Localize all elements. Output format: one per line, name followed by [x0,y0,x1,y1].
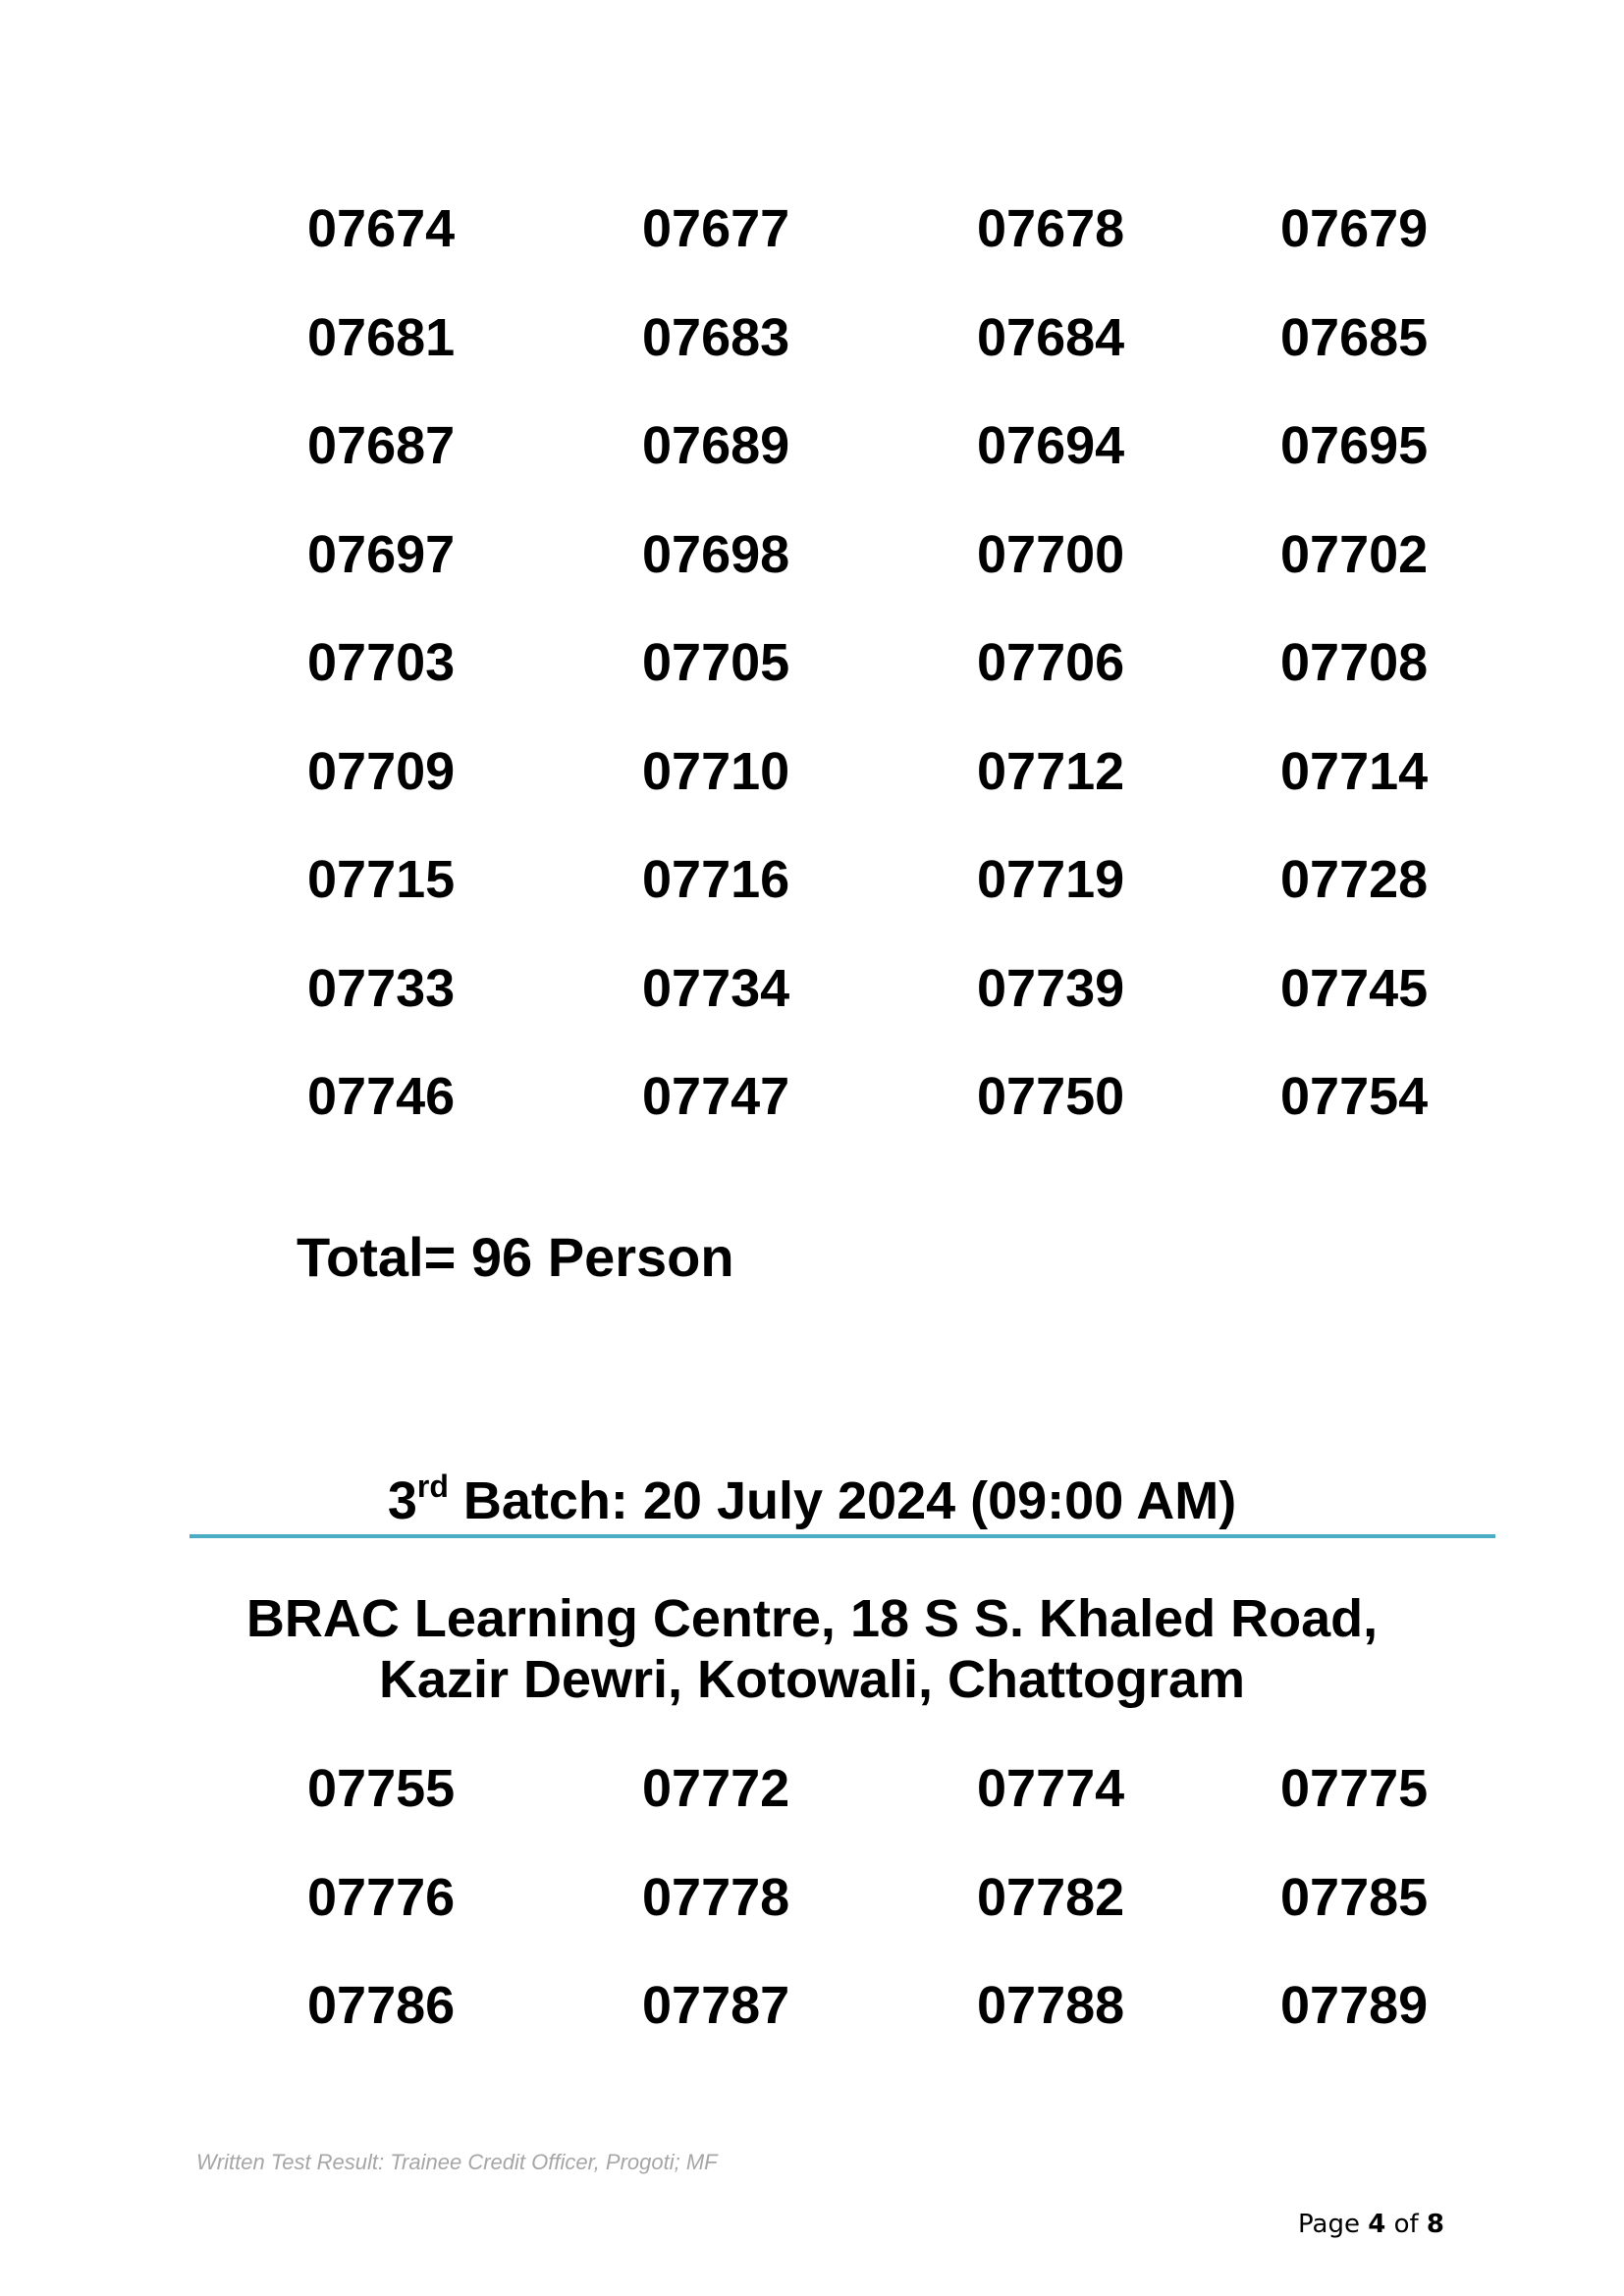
roll-number: 07747 [642,1067,790,1126]
batch-ordinal-number: 3 [387,1471,417,1530]
roll-number: 07734 [642,958,790,1018]
page-number [1298,2209,1444,2240]
roll-number: 07698 [642,524,790,584]
table-row [0,1868,1624,1977]
footer-note: Written Test Result: Trainee Credit Officer, Progoti; MF [196,2150,718,2174]
roll-number: 07706 [977,633,1125,692]
roll-number: 07679 [1280,199,1429,258]
roll-number: 07695 [1280,416,1429,475]
roll-number: 07684 [977,307,1125,367]
roll-number: 07685 [1280,307,1429,367]
roll-number: 07709 [307,741,456,801]
roll-number: 07719 [977,850,1125,909]
venue-address [0,1588,1624,1710]
roll-number: 07678 [977,199,1125,258]
roll-number: 07708 [1280,633,1429,692]
roll-number-grid-2 [0,1759,1624,2085]
table-row [0,959,1624,1068]
batch-heading [0,1470,1624,1531]
roll-number: 07733 [307,958,456,1018]
roll-number: 07775 [1280,1759,1429,1818]
roll-number: 07778 [642,1867,790,1927]
roll-number: 07677 [642,199,790,258]
table-row [0,525,1624,634]
roll-number: 07754 [1280,1067,1429,1126]
table-row [0,416,1624,525]
venue-line-1: BRAC Learning Centre, 18 S S. Khaled Road, [245,1589,1379,1648]
batch-divider [189,1534,1495,1538]
total-count: Total= 96 Person [297,1226,734,1288]
roll-number: 07782 [977,1867,1125,1927]
roll-number: 07700 [977,524,1125,584]
roll-number-grid-1 [0,199,1624,1176]
roll-number: 07788 [977,1976,1125,2035]
roll-number: 07745 [1280,958,1429,1018]
roll-number: 07716 [642,850,790,909]
table-row [0,1759,1624,1868]
roll-number: 07750 [977,1067,1125,1126]
table-row [0,199,1624,308]
table-row [0,1976,1624,2085]
roll-number: 07703 [307,633,456,692]
table-row [0,308,1624,417]
table-row [0,850,1624,959]
roll-number: 07687 [307,416,456,475]
roll-number: 07689 [642,416,790,475]
roll-number: 07789 [1280,1976,1429,2035]
roll-number: 07705 [642,633,790,692]
roll-number: 07787 [642,1976,790,2035]
roll-number: 07697 [307,524,456,584]
roll-number: 07674 [307,199,456,258]
table-row [0,1067,1624,1176]
roll-number: 07728 [1280,850,1429,909]
roll-number: 07746 [307,1067,456,1126]
roll-number: 07712 [977,741,1125,801]
roll-number: 07739 [977,958,1125,1018]
roll-number: 07755 [307,1759,456,1818]
roll-number: 07681 [307,307,456,367]
roll-number: 07714 [1280,741,1429,801]
roll-number: 07785 [1280,1867,1429,1927]
roll-number: 07715 [307,850,456,909]
page-prefix: Page [1298,2210,1369,2239]
roll-number: 07683 [642,307,790,367]
roll-number: 07694 [977,416,1125,475]
venue-line-2: Kazir Dewri, Kotowali, Chattogram [378,1650,1246,1709]
table-row [0,742,1624,851]
roll-number: 07702 [1280,524,1429,584]
roll-number: 07776 [307,1867,456,1927]
batch-heading-text: Batch: 20 July 2024 (09:00 AM) [448,1471,1237,1530]
roll-number: 07774 [977,1759,1125,1818]
page-total: 8 [1426,2210,1444,2239]
roll-number: 07772 [642,1759,790,1818]
page-middle: of [1385,2210,1427,2239]
table-row [0,633,1624,742]
page-current: 4 [1368,2210,1386,2239]
roll-number: 07710 [642,741,790,801]
roll-number: 07786 [307,1976,456,2035]
batch-ordinal-suffix: rd [416,1468,449,1504]
